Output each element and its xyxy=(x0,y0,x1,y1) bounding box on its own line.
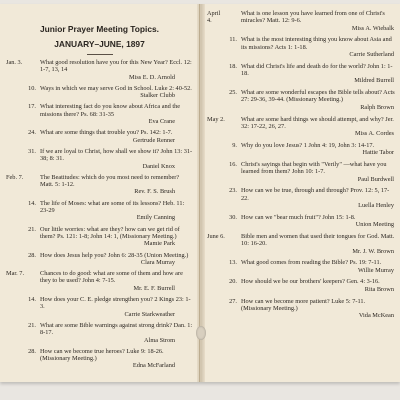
leader-name: Edna McFarland xyxy=(132,362,175,370)
topic-entry xyxy=(6,85,193,100)
topic-entry xyxy=(6,226,193,248)
topic-entry xyxy=(207,161,396,183)
topic-row xyxy=(207,36,396,51)
topic-row xyxy=(207,278,396,285)
topic-question: How can we be true, through and through? Prov. 12: 5, 17-22. xyxy=(241,187,390,202)
topic-row xyxy=(6,85,193,92)
topic-row xyxy=(6,252,193,259)
topic-entry xyxy=(6,129,193,144)
leader-name: Rita Brown xyxy=(364,285,394,293)
topic-entry xyxy=(207,259,396,274)
meeting-date xyxy=(207,89,225,104)
topic-row xyxy=(207,142,396,149)
topic-row xyxy=(6,174,193,189)
meeting-day-number: 23. xyxy=(229,187,237,195)
topic-row xyxy=(207,233,396,248)
topic-question: What did Christ's life and death do for the world? John 1: 1-18. xyxy=(241,62,393,78)
topic-question: If we are loyal to Christ, how shall we show it? John 13: 31-38; 8: 31. xyxy=(40,147,193,163)
leader-name: Rev. F. S. Brush xyxy=(134,188,175,196)
leader-name: Carrie Starkweather xyxy=(124,310,175,318)
leader-name: Union Meeting xyxy=(355,221,394,229)
meeting-date xyxy=(6,85,24,92)
topic-entry xyxy=(6,252,193,267)
topic-entry xyxy=(6,174,193,196)
topic-entry xyxy=(6,59,193,81)
left-topic-list xyxy=(6,59,193,370)
topic-row xyxy=(6,296,193,311)
meeting-date xyxy=(207,259,225,266)
meeting-day-number: 27. xyxy=(229,297,237,305)
topic-row xyxy=(207,116,396,131)
meeting-date: May 2. xyxy=(207,115,225,123)
topic-question: What are some Bible warnings against strong drink? Dan. 1: 8-17. xyxy=(40,321,193,337)
page-title: Junior Prayer Meeting Topics. xyxy=(40,24,159,34)
topic-row xyxy=(207,89,396,104)
topic-row xyxy=(6,59,193,74)
topic-question: What good comes from reading the Bible? Ps. 19: 7-11. xyxy=(241,259,382,267)
topic-row xyxy=(6,348,193,363)
topic-entry xyxy=(207,142,396,157)
leader-name: Emily Canning xyxy=(136,214,175,222)
topic-question: The life of Moses: what are some of its lessons? Heb. 11: 23-29 xyxy=(40,199,185,215)
meeting-date xyxy=(207,187,225,202)
topic-entry xyxy=(207,89,396,111)
topic-question: What is one lesson you have learned from one of Christ's miracles? Matt. 12: 9-6. xyxy=(241,10,385,25)
meeting-day-number: 18. xyxy=(229,62,237,70)
meeting-date xyxy=(6,322,24,337)
topic-question: Ways in which we may serve God in School. Luke 2: 40-52. xyxy=(40,84,192,92)
topic-entry xyxy=(6,148,193,170)
left-page xyxy=(0,4,200,382)
meeting-day-number xyxy=(225,10,241,25)
meeting-date: Mar. 7. xyxy=(6,270,25,278)
meeting-date: Feb. 7. xyxy=(6,173,24,181)
meeting-date xyxy=(207,142,225,149)
meeting-date: Jan. 3. xyxy=(6,59,23,66)
leader-name: Mr. J. W. Brown xyxy=(352,247,394,255)
topic-row xyxy=(6,226,193,241)
topic-question: What are some wonderful escapes the Bible tells about? Acts 27: 29-36, 39-44. (Missionary Meeting.) xyxy=(241,89,395,104)
topic-question: What good resolution have you for this New Year? Eccl. 12: 1-7, 13, 14 xyxy=(40,59,192,74)
topic-row xyxy=(207,187,396,202)
topic-question: Bible men and women that used their tongues for God. Matt. 10: 16-20. xyxy=(241,232,395,248)
meeting-day-number xyxy=(24,59,40,74)
leader-name: Paul Burdwell xyxy=(357,175,394,183)
leader-name: Eva Crane xyxy=(148,118,175,126)
title-divider xyxy=(87,54,113,55)
meeting-date xyxy=(207,214,225,221)
leader-name: Miss E. D. Arnold xyxy=(128,73,175,81)
topic-row xyxy=(207,259,396,266)
meeting-day-number xyxy=(24,270,40,285)
topic-row xyxy=(6,270,193,285)
topic-question: Chances to do good: what are some of them and how are they to be used? John 4: 7-15. xyxy=(40,270,183,285)
topic-entry xyxy=(6,103,193,125)
topic-entry xyxy=(207,278,396,293)
meeting-date xyxy=(207,63,225,78)
topic-question: How does your C. E. pledge strengthen you? 2 Kings 23: 1-3. xyxy=(40,296,191,311)
topic-entry xyxy=(6,296,193,318)
topic-entry xyxy=(207,116,396,138)
meeting-date xyxy=(6,200,24,215)
leader-name: Willie Murray xyxy=(358,266,394,274)
meeting-date: April 4. xyxy=(207,10,221,25)
meeting-date: June 6. xyxy=(207,232,225,240)
topic-row xyxy=(6,129,193,136)
meeting-date xyxy=(6,348,24,363)
meeting-day-number: 9. xyxy=(232,141,237,149)
meeting-day-number: 25. xyxy=(229,89,237,97)
meeting-day-number: 11. xyxy=(229,36,237,44)
topic-entry xyxy=(207,187,396,209)
topic-question: Why do you love Jesus? 1 John 4: 19, John 3: 14-17. xyxy=(241,141,375,149)
meeting-day-number: 16. xyxy=(229,161,237,169)
topic-entry xyxy=(207,233,396,255)
topic-row xyxy=(207,10,396,25)
meeting-date xyxy=(6,129,24,136)
topic-question: How can we "bear much fruit"? John 15: 1-8. xyxy=(241,213,356,221)
meeting-day-number: 30. xyxy=(229,213,237,221)
meeting-date xyxy=(6,148,24,163)
meeting-day-number: 20. xyxy=(229,278,237,286)
meeting-date xyxy=(207,36,225,51)
topic-row xyxy=(6,322,193,337)
topic-entry xyxy=(207,298,396,320)
leader-name: Carrie Sutherland xyxy=(349,50,394,58)
leader-name: Ralph Brown xyxy=(360,103,394,111)
meeting-day-number: 24. xyxy=(28,129,36,137)
leader-name: Luella Henley xyxy=(358,202,394,210)
leader-name: Miss A. Wiebalk xyxy=(351,24,394,32)
meeting-date xyxy=(6,252,24,259)
topic-question: How should we be our brothers' keepers? Gen. 4: 3-16. xyxy=(241,278,380,286)
topic-question: What are some hard things we should attempt, and why? Jer. 32: 17-22, 26, 27. xyxy=(241,115,394,130)
topic-question: What interesting fact do you know about Africa and the missions there? Ps. 68: 31-35 xyxy=(40,103,181,118)
topic-row xyxy=(207,63,396,78)
topic-entry xyxy=(207,36,396,58)
meeting-day-number: 10. xyxy=(28,84,36,92)
leader-name: Alma Strom xyxy=(144,336,175,344)
leader-name: Stalker Clubb xyxy=(140,92,175,100)
leader-name: Clara Murray xyxy=(140,258,175,266)
meeting-day-number: 31. xyxy=(28,147,36,155)
leader-name: Miss A. Cordes xyxy=(354,130,394,138)
meeting-date xyxy=(207,278,225,285)
topic-row xyxy=(207,214,396,221)
meeting-day-number: 28. xyxy=(28,347,36,355)
meeting-day-number: 17. xyxy=(28,103,36,111)
topic-question: How can we become true heroes? Luke 9: 18-26. (Missionary Meeting.) xyxy=(40,347,164,363)
meeting-day-number xyxy=(225,116,241,131)
leader-name: Mamie Park xyxy=(144,240,175,248)
meeting-date xyxy=(6,103,24,118)
meeting-day-number xyxy=(24,174,40,189)
meeting-day-number: 14. xyxy=(28,199,36,207)
topic-entry xyxy=(207,10,396,32)
leader-name: Daniel Knox xyxy=(142,162,175,170)
topic-row xyxy=(207,161,396,176)
topic-entry xyxy=(207,63,396,85)
topic-question: The Beatitudes: which do you most need to remember? Matt. 5: 1-12. xyxy=(40,173,180,189)
leader-name: Gertrude Renner xyxy=(132,136,175,144)
topic-entry xyxy=(6,200,193,222)
date-range-heading: JANUARY–JUNE, 1897 xyxy=(54,39,145,49)
topic-row xyxy=(207,298,396,313)
topic-entry xyxy=(207,214,396,229)
booklet xyxy=(0,4,400,382)
leader-name: Mr. E. F. Burrell xyxy=(133,284,175,292)
right-page xyxy=(201,4,400,382)
topic-entry xyxy=(6,348,193,370)
leader-name: Vida McKean xyxy=(358,312,394,320)
topic-row xyxy=(6,148,193,163)
topic-row xyxy=(6,200,193,215)
topic-question: What is the most interesting thing you know about Asia and its missions? Acts 1: 1-18. xyxy=(241,36,392,51)
topic-question: Christ's sayings that begin with "Verily" —what have you learned from them? John 10: 1-7. xyxy=(241,161,387,176)
topic-entry xyxy=(6,270,193,292)
meeting-day-number xyxy=(225,233,241,248)
topic-row xyxy=(6,103,193,118)
topic-question: How does Jesus help you? John 6: 28-35 (Union Meeting.) xyxy=(40,251,189,259)
meeting-date xyxy=(207,298,225,313)
meeting-date xyxy=(6,296,24,311)
meeting-day-number: 21. xyxy=(28,225,36,233)
meeting-day-number: 13. xyxy=(229,259,237,267)
meeting-day-number: 21. xyxy=(28,321,36,329)
topic-question: Our little worries: what are they? how can we get rid of them? Ps. 121: 1-8; John 14: 1, (Missionary Meeting.) xyxy=(40,225,180,240)
topic-question: How can we become more patient? Luke 5: 7-11. (Missionary Meeting.) xyxy=(241,297,366,312)
meeting-date xyxy=(207,161,225,176)
leader-name: Hattie Tabor xyxy=(362,149,394,157)
meeting-date xyxy=(6,226,24,241)
leader-name: Mildred Burrell xyxy=(354,77,394,85)
right-topic-list xyxy=(207,10,396,319)
topic-entry xyxy=(6,322,193,344)
topic-question: What are some things that trouble you? Ps. 142: 1-7. xyxy=(40,129,173,137)
meeting-day-number: 28. xyxy=(28,251,36,259)
meeting-day-number: 14. xyxy=(28,296,36,304)
